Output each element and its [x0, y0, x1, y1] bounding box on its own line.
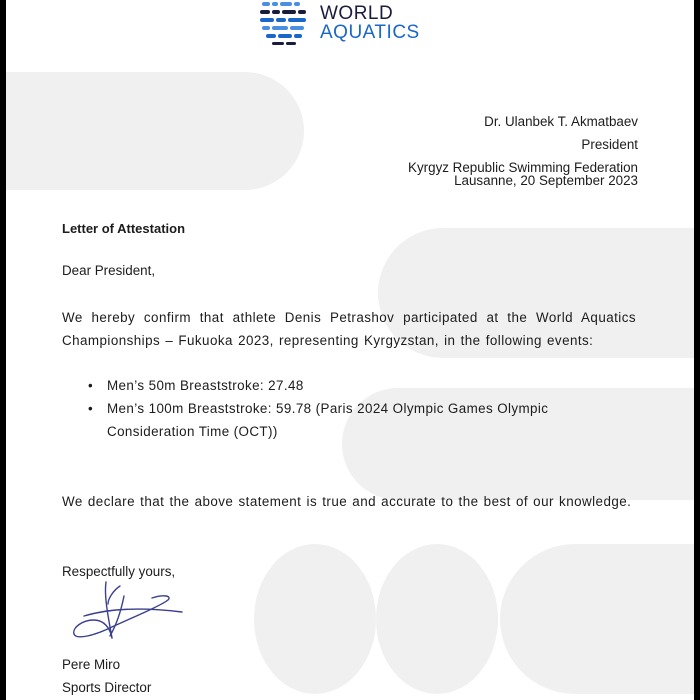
recipient-title: President — [581, 137, 638, 152]
event-text: Men’s 50m Breaststroke: 27.48 — [107, 378, 304, 393]
recipient-organization: Kyrgyz Republic Swimming Federation — [408, 160, 638, 175]
logo-line-world: WORLD — [320, 3, 394, 24]
event-item — [82, 397, 638, 443]
signer-title: Sports Director — [62, 680, 152, 695]
bullet-icon: • — [88, 378, 94, 393]
background-shape — [6, 72, 304, 190]
handwritten-signature — [64, 576, 194, 648]
background-circle — [376, 544, 498, 694]
closing: Respectfully yours, — [62, 564, 176, 579]
signer-name: Pere Miro — [62, 657, 121, 672]
event-item — [82, 374, 638, 397]
event-text: Men’s 100m Breaststroke: 59.78 (Paris 2024 Olympic Games Olympic Consideration Time (OCT)) — [107, 401, 549, 439]
logo-wordmark — [320, 4, 420, 42]
dateline: Lausanne, 20 September 2023 — [454, 173, 638, 188]
logo-line-aquatics: AQUATICS — [320, 22, 420, 43]
body-paragraph-1: We hereby confirm that athlete Denis Petrashov participated at the World Aquatics Championships – Fukuoka 2023, representing Kyrgyzstan, in the following events: — [62, 310, 636, 348]
world-aquatics-logo-icon — [258, 0, 314, 46]
letter-page — [6, 0, 694, 700]
bullet-icon: • — [88, 401, 94, 416]
background-circle — [254, 544, 376, 694]
letter-subject: Letter of Attestation — [62, 221, 186, 236]
recipient-name: Dr. Ulanbek T. Akmatbaev — [484, 114, 638, 129]
world-aquatics-logo — [258, 0, 458, 46]
event-list — [82, 374, 638, 443]
body-paragraph-2: We declare that the above statement is true and accurate to the best of our knowledge. — [62, 494, 632, 509]
background-shape — [500, 544, 694, 694]
salutation: Dear President, — [62, 263, 156, 278]
